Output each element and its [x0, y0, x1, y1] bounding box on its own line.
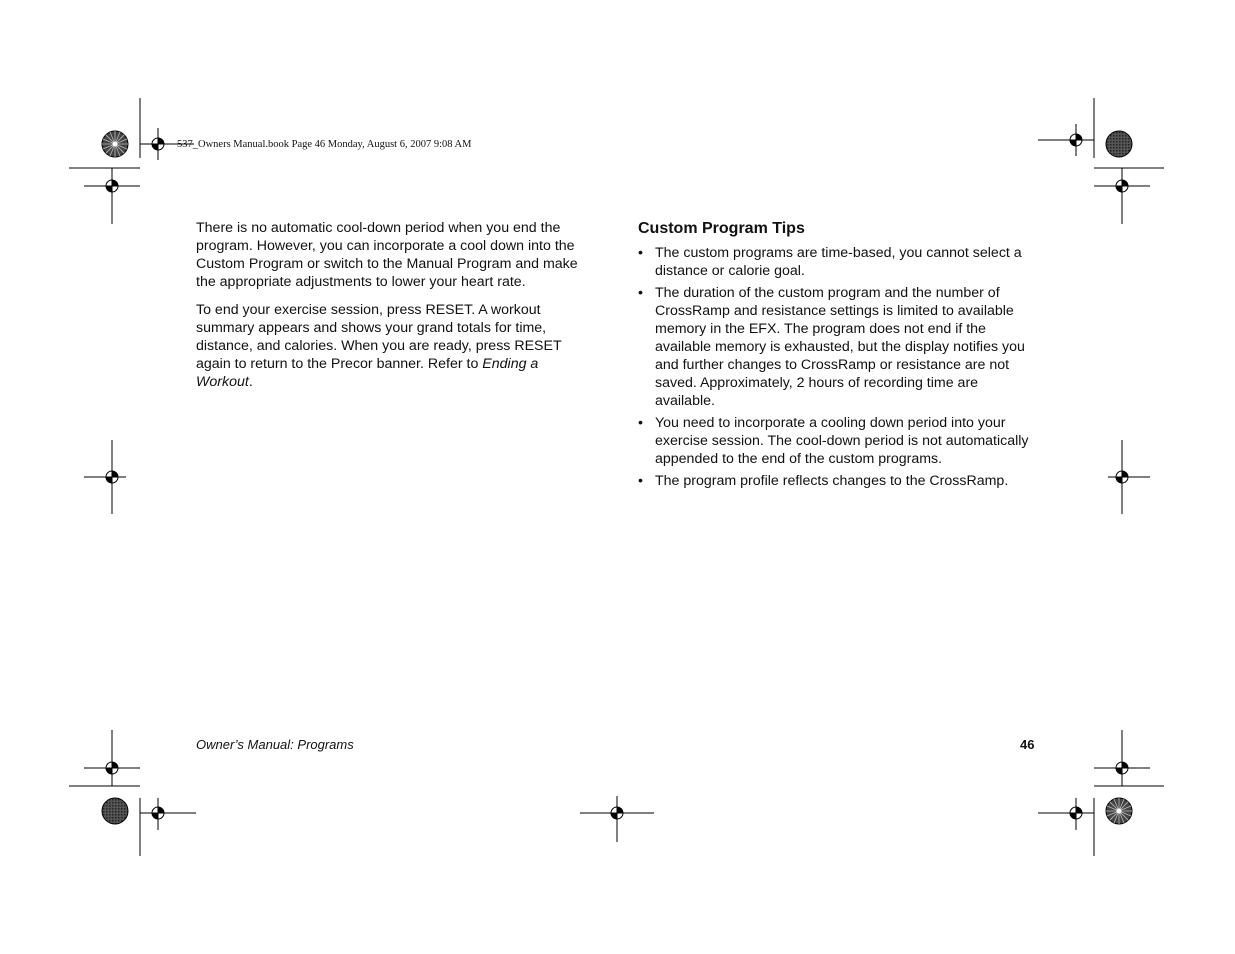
left-column [196, 219, 596, 401]
bullet-icon: • [638, 415, 643, 431]
right-column [638, 219, 1038, 494]
crop-marks-top-right [1038, 98, 1164, 224]
tip-text: The custom programs are time-based, you cannot select a distance or calorie goal. [655, 245, 1022, 279]
registration-target-icon [1070, 807, 1082, 819]
registration-target-icon [106, 471, 118, 483]
list-item [638, 284, 1038, 410]
crop-marks-bottom-left [69, 730, 196, 856]
paragraph-cool-down: There is no automatic cool-down period when you end the program. However, you can incorporate a cool down into the Custom Program or switch to the Manual Program and make the appropriate adjustments to lower your heart rate. [196, 220, 578, 290]
cross-reference-ending-workout: Ending a Workout [196, 356, 539, 390]
registration-disc-icon [1106, 131, 1132, 157]
registration-disc-icon [1106, 798, 1132, 824]
paragraph-end-session-text: To end your exercise session, press RESET. A workout summary appears and shows your grand totals for time, distance, and calories. When you are ready, press RESET again to return to the Precor banner. Refer to [196, 302, 562, 372]
tips-list [638, 244, 1038, 490]
bullet-icon: • [638, 285, 643, 301]
crop-marks-top-left [69, 98, 194, 224]
registration-target-icon [152, 807, 164, 819]
registration-target-icon [1116, 471, 1128, 483]
registration-target-icon [1116, 762, 1128, 774]
page-number: 46 [1020, 737, 1035, 752]
tip-text: You need to incorporate a cooling down period into your exercise session. The cool-down period is not automatically appended to the end of the custom programs. [655, 415, 1029, 467]
section-heading: Custom Program Tips [638, 220, 805, 237]
footer-section-title: Owner’s Manual: Programs [196, 737, 354, 752]
registration-target-icon [1070, 134, 1082, 146]
registration-target-icon [152, 138, 164, 150]
crop-marks-middle-right [1108, 440, 1150, 514]
bullet-icon: • [638, 473, 643, 489]
list-item [638, 414, 1038, 468]
registration-target-icon [106, 762, 118, 774]
bullet-icon: • [638, 245, 643, 261]
paragraph-end-session [196, 301, 596, 391]
registration-disc-icon [102, 131, 128, 157]
list-item [638, 244, 1038, 280]
registration-target-icon [1116, 180, 1128, 192]
tip-text: The program profile reflects changes to the CrossRamp. [655, 473, 1009, 489]
registration-disc-icon [102, 798, 128, 824]
registration-target-icon [611, 807, 623, 819]
paragraph-end-punctuation: . [248, 374, 253, 390]
registration-target-icon [106, 180, 118, 192]
crop-marks-bottom-right [1038, 730, 1164, 856]
list-item [638, 472, 1038, 490]
print-header: 537_Owners Manual.book Page 46 Monday, August 6, 2007 9:08 AM [177, 139, 472, 150]
tip-text: The duration of the custom program and the number of CrossRamp and resistance settings is limited to available memory in the EFX. The program does not end if the available memory is exhausted, but the display notifies you and further changes to CrossRamp or resistance are not saved. Approximately, 2 hours of recording time are available. [655, 285, 1025, 409]
crop-marks-middle-left [84, 440, 126, 514]
